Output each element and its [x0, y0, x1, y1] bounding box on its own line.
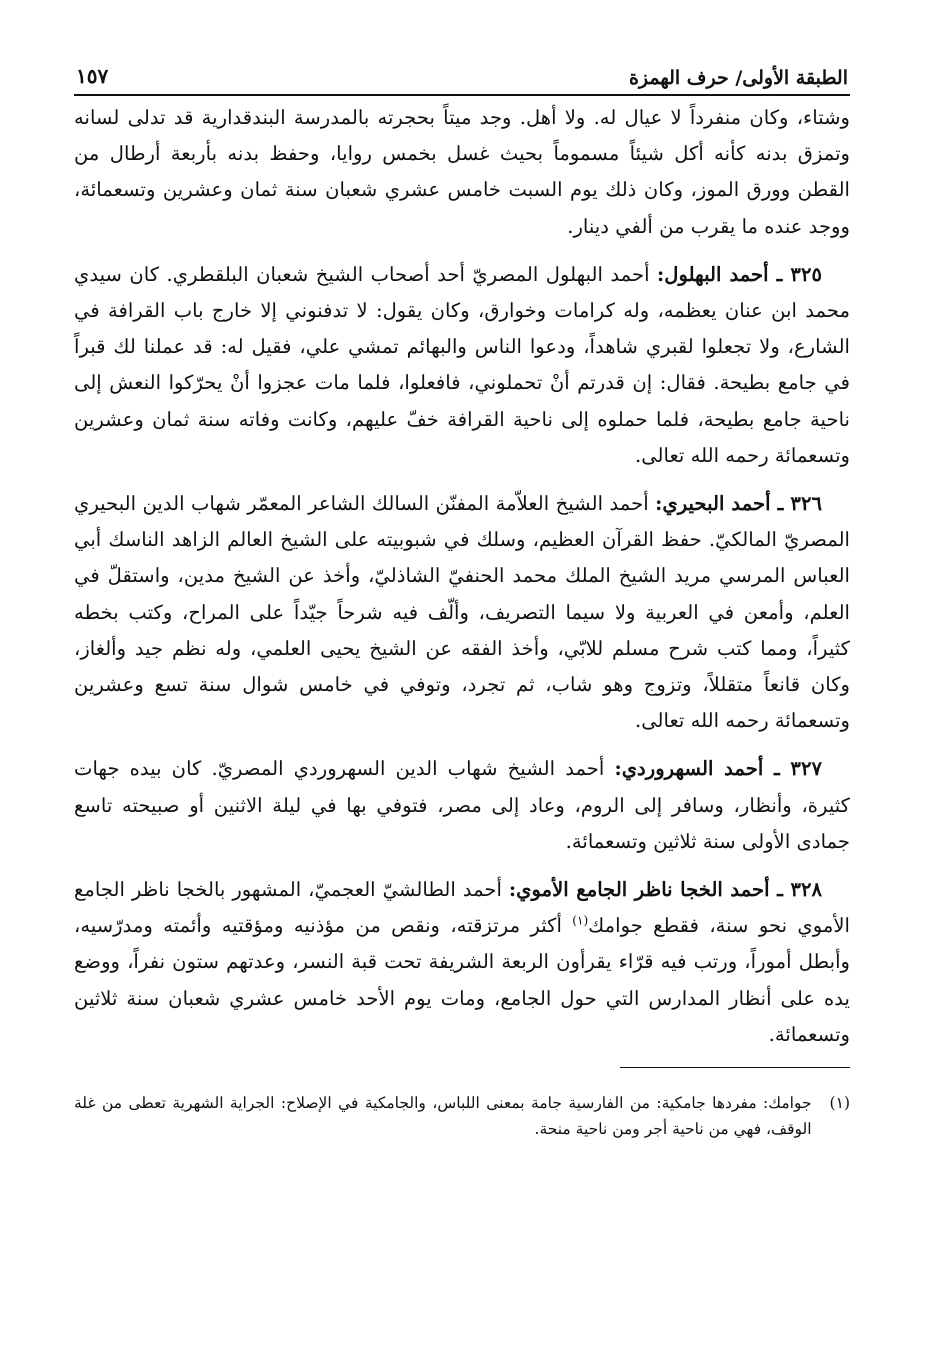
entry-heading: ٣٢٥ ـ أحمد البهلول: [656, 262, 822, 286]
entry-heading: ٣٢٨ ـ أحمد الخجا ناظر الجامع الأموي: [508, 878, 823, 902]
footnote-number: (١) [829, 1094, 850, 1113]
entry-heading: ٣٢٧ ـ أحمد السهروردي: [614, 757, 822, 781]
running-title: الطبقة الأولى/ حرف الهمزة [628, 67, 848, 89]
page-header [74, 52, 850, 96]
entry-text: أحمد البهلول المصريّ أحد أصحاب الشيخ شعبان البلقطري. كان سيدي محمد ابن عنان يعظمه، وله كرامات وخوارق، وكان يقول: لا تدفنوني إلا خارج باب القرافة في الشارع، ولا تجعلوا لقبري شاهداً، ودعوا الناس والبهائم تمشي علي، فقيل له: قد عملنا لك قبراً في جامع بطيحة. فقال: إن قدرتم أنْ تحملوني، فافعلوا، فلما مات عجزوا أنْ يحرّكوا النعش إلى ناحية جامع بطيحة، فلما حملوه إلى ناحية القرافة خفّ عليهم، وكانت وفاته سنة ثمان وعشرين وتسعمائة رحمه الله تعالى. [74, 262, 851, 467]
paragraph-continuation: وشتاء، وكان منفرداً لا عيال له. ولا أهل. وجد ميتاً بحجرته بالمدرسة البندقدارية قد تدلى لسانه وتمزق بدنه كأنه أكل شيئاً مسموماً بحيث غسل بخمس روايا، وحفظ بدنه بأربعة أرطال من القطن وورق الموز، وكان ذلك يوم السبت خامس عشري شعبان سنة ثمان وعشرين وتسعمائة، ووجد عنده ما يقرب من ألفي دينار. [74, 106, 850, 238]
footnote-divider [620, 1067, 850, 1068]
footnote-text: جوامك: مفردها جامكية: من الفارسية جامة بمعنى اللباس، والجامكية في الإصلاح: الجراية الشهرية تعطى من غلة الوقف، فهي من ناحية أجر ومن ناحية منحة. [74, 1094, 812, 1139]
entry-text: أحمد الطالشيّ العجميّ، المشهور بالخجا ناظر الجامع الأموي نحو سنة، فقطع جوامك [74, 878, 850, 938]
footnote-reference[interactable]: (١) [572, 913, 589, 928]
footnote [74, 1090, 850, 1142]
book-page [74, 52, 850, 1142]
entry-text: أحمد الشيخ العلاّمة المفنّن السالك الشاعر المعمّر شهاب الدين البحيري المصريّ المالكيّ. حفظ القرآن العظيم، وسلك في شبوبيته على الشيخ العالم الزاهد الناسك أبي العباس المرسي مريد الشيخ الملك محمد الحنفيّ الشاذليّ، وأخذ عن الشيخ مدين، واستقلّ في العلم، وأمعن في العربية ولا سيما التصريف، وألّف فيه شرحاً جيّداً على المراح، وكتب بخطه كثيراً، ومما كتب شرح مسلم للابّي، وأخذ الفقه عن الشيخ يحيى العلمي، وله نظم جيد وألغاز، وكان قانعاً متقللاً، وتزوج وهو شاب، ثم تجرد، وتوفي في خامس شوال سنة تسع وعشرين وتسعمائة رحمه الله تعالى. [74, 492, 850, 733]
page-number: ١٥٧ [76, 64, 109, 88]
entry-326 [74, 486, 850, 739]
entry-text: أحمد الشيخ شهاب الدين السهروردي المصريّ. كان بيده جهات كثيرة، وأنظار، وسافر إلى الروم، وعاد إلى مصر، فتوفي بها في ليلة الاثنين أو صبيحته تاسع جمادى الأولى سنة ثلاثين وتسعمائة. [74, 757, 850, 853]
entry-heading: ٣٢٦ ـ أحمد البحيري: [655, 492, 822, 516]
page-body [74, 100, 850, 1142]
entry-325 [74, 257, 850, 474]
entry-327 [74, 751, 850, 860]
entry-328 [74, 872, 850, 1053]
entry-text: أكثر مرتزقته، ونقص من مؤذنيه ومؤقتيه وأئمته ومدرّسيه، وأبطل أموراً، ورتب فيه قرّاء يقرأون الربعة الشريفة تحت قبة النسر، وعدتهم ستون نفراً، ووضع يده على أنظار المدارس التي حول الجامع، ومات يوم الأحد خامس عشري شعبان سنة ثلاثين وتسعمائة. [74, 914, 850, 1046]
